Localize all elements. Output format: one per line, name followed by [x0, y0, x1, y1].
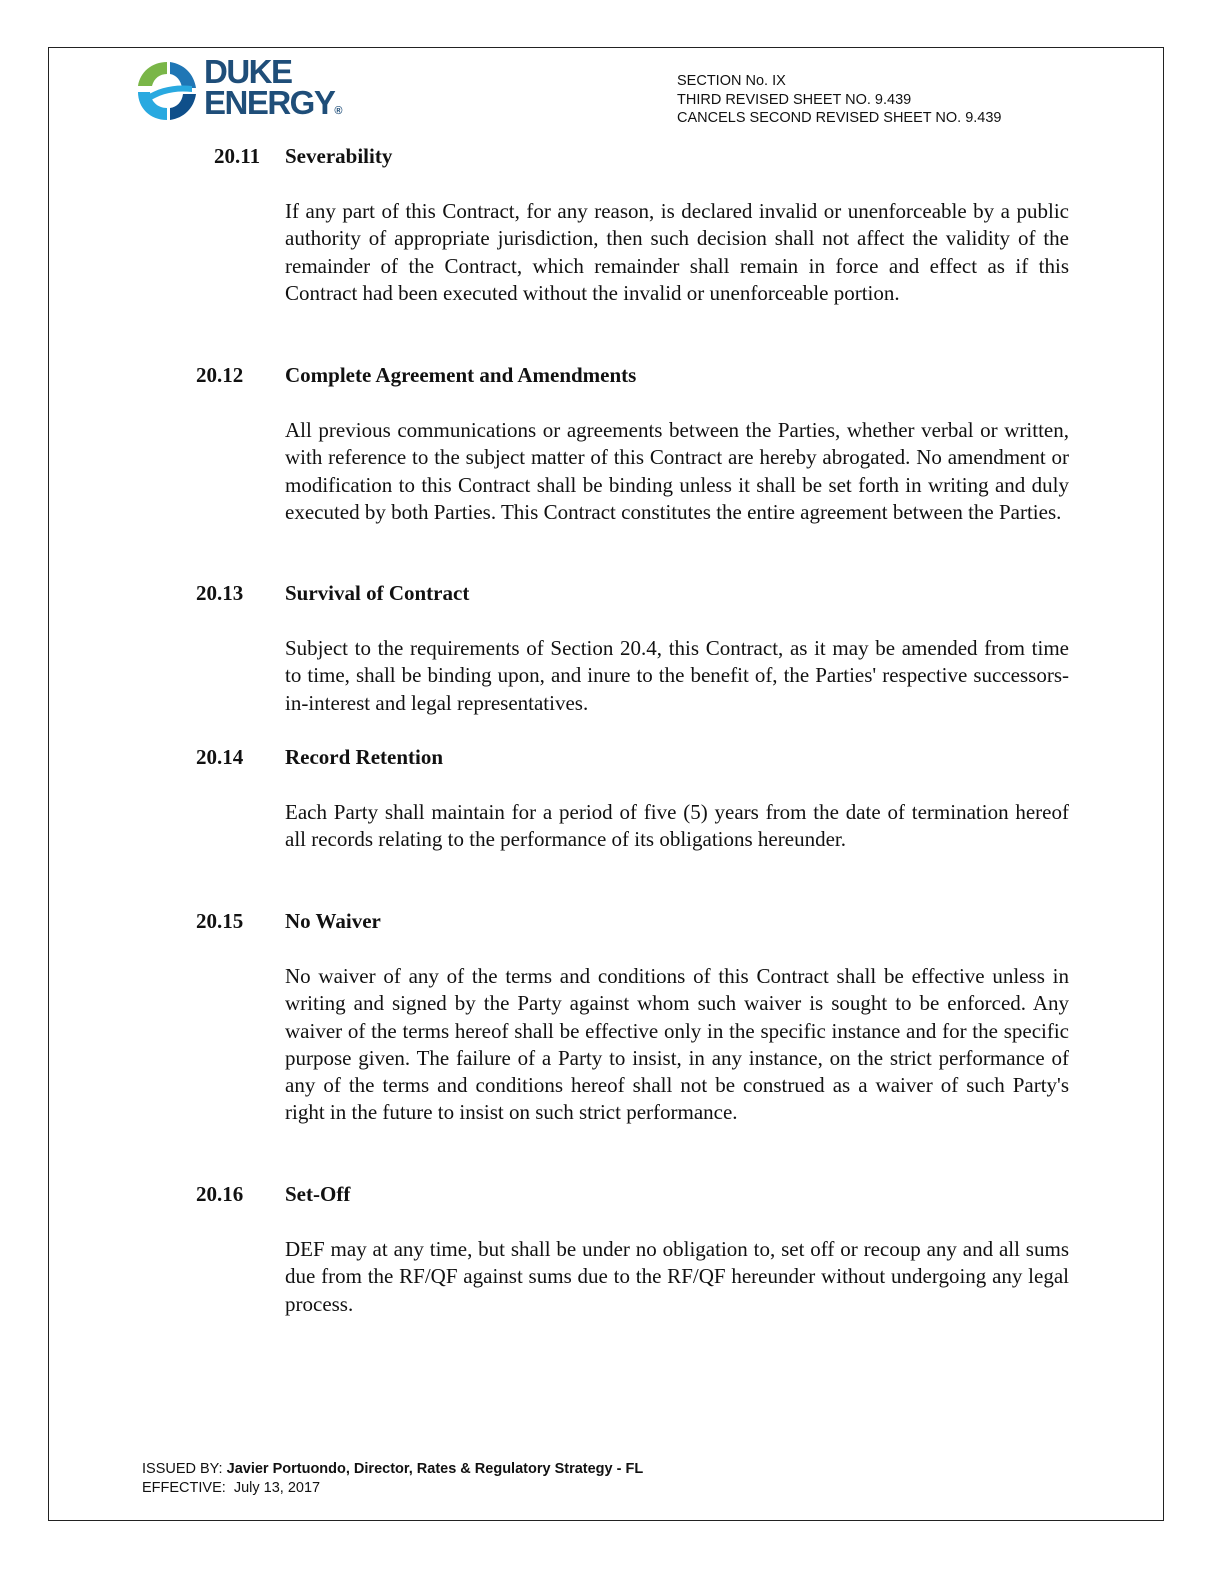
- issued-by-line: [142, 1460, 643, 1479]
- logo-wordmark: [204, 53, 343, 127]
- section-title: No Waiver: [285, 909, 381, 933]
- logo-line-2: ENERGY: [204, 84, 335, 121]
- effective-line: [142, 1479, 643, 1498]
- logo-line-1: DUKE: [204, 53, 292, 90]
- section-body: Subject to the requirements of Section 20.4, this Contract, as it may be amended from time to time, shall be binding upon, and inure to the benefit of, the Parties' respective successors-in-interest and legal representatives.: [285, 636, 1069, 715]
- section-body: DEF may at any time, but shall be under no obligation to, set off or recoup any and all sums due from the RF/QF against sums due to the RF/QF hereunder without undergoing any legal process.: [285, 1237, 1069, 1316]
- section-number: 20.15: [196, 909, 244, 933]
- section-body: Each Party shall maintain for a period of five (5) years from the date of termination hereof all records relating to the performance of its obligations hereunder.: [285, 800, 1069, 852]
- section-number: 20.11: [214, 144, 261, 168]
- sheet-number: THIRD REVISED SHEET NO. 9.439: [677, 91, 912, 108]
- section-number: 20.16: [196, 1182, 244, 1206]
- section-title: Record Retention: [285, 745, 444, 769]
- duke-energy-logo: [134, 53, 344, 128]
- section-title: Survival of Contract: [285, 581, 470, 605]
- footer: [142, 1460, 643, 1498]
- sheet-cancels: CANCELS SECOND REVISED SHEET NO. 9.439: [677, 110, 1002, 126]
- section-number: 20.14: [196, 745, 244, 769]
- section-body: If any part of this Contract, for any reason, is declared invalid or unenforceable by a public authority of appropriate jurisdiction, then such decision shall not affect the validity of the remainder of the Contract, which remainder shall remain in force and effect as if this Contract had been executed without the invalid or unenforceable portion.: [285, 199, 1069, 305]
- sheet-info: [677, 72, 1001, 128]
- section-body: No waiver of any of the terms and conditions of this Contract shall be effective unless in writing and signed by the Party against whom such waiver is sought to be enforced. Any waiver of the terms hereof shall be effective only in the specific instance and for the specific purpose given. The failure of a Party to insist, in any instance, on the strict performance of any of the terms and conditions hereof shall not be construed as a waiver of such Party's right in the future to insist on such strict performance.: [285, 964, 1069, 1125]
- section-number: 20.12: [196, 363, 244, 387]
- sheet-section: SECTION No. IX: [677, 73, 786, 89]
- effective-date: July 13, 2017: [233, 1480, 321, 1496]
- section-body: All previous communications or agreements between the Parties, whether verbal or written, with reference to the subject matter of this Contract are hereby abrogated. No amendment or modification to this Contract shall be binding unless it shall be set forth in writing and duly executed by both Parties. This Contract constitutes the entire agreement between the Parties.: [285, 418, 1069, 524]
- issued-by-label: ISSUED BY:: [142, 1461, 227, 1477]
- issued-by-name: Javier Portuondo, Director, Rates & Regulatory Strategy - FL: [226, 1461, 644, 1477]
- duke-energy-logo-mark-icon: [134, 58, 200, 124]
- section-title: Set-Off: [285, 1182, 351, 1206]
- section-title: Complete Agreement and Amendments: [285, 363, 637, 387]
- registered-mark: ®: [334, 105, 343, 117]
- section-title: Severability: [285, 144, 393, 168]
- section-number: 20.13: [196, 581, 244, 605]
- effective-label: EFFECTIVE:: [142, 1480, 234, 1496]
